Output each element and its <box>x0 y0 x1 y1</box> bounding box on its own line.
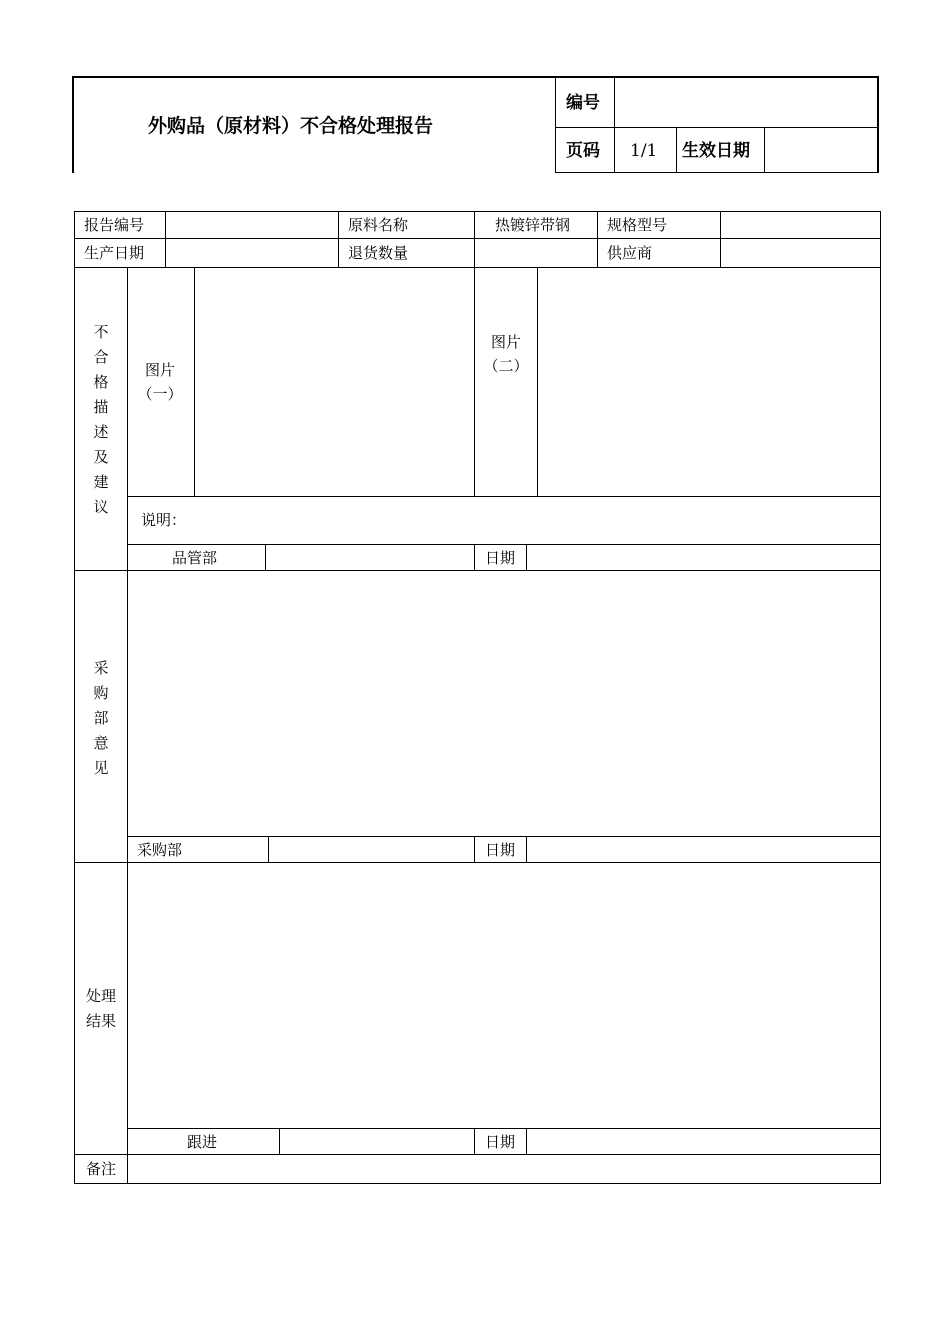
picture1-label <box>130 358 190 406</box>
picture2-title: 图片 <box>490 333 521 351</box>
follow-up-field[interactable] <box>284 1133 470 1153</box>
production-date-field[interactable] <box>170 244 333 264</box>
picture1-title: 图片 <box>144 361 175 379</box>
purchasing-opinion-field[interactable] <box>130 574 876 832</box>
qc-dept-label: 品管部 <box>172 549 218 567</box>
result-section-label: 处理结果 <box>85 987 116 1030</box>
supplier-field[interactable] <box>725 244 875 264</box>
purchasing-date-field[interactable] <box>531 841 875 861</box>
result-date-field[interactable] <box>531 1133 875 1153</box>
remarks-field[interactable] <box>133 1160 875 1180</box>
material-name-field[interactable]: 热镀锌带钢 <box>495 216 571 234</box>
picture1-area[interactable] <box>195 268 474 496</box>
explanation-label: 说明： <box>141 511 187 529</box>
follow-up-label: 跟进 <box>187 1133 218 1151</box>
spec-label: 规格型号 <box>607 216 668 234</box>
picture2-area[interactable] <box>538 268 880 496</box>
nonconformity-section-label: 不合格描述及建议 <box>93 323 109 516</box>
qc-dept-field[interactable] <box>270 549 470 569</box>
result-field[interactable] <box>130 866 876 1124</box>
purchasing-dept-label: 采购部 <box>137 841 183 859</box>
picture2-index: （二） <box>483 357 529 375</box>
return-qty-label: 退货数量 <box>348 244 409 262</box>
result-date-label: 日期 <box>485 1133 516 1151</box>
supplier-label: 供应商 <box>607 244 653 262</box>
explanation-field[interactable] <box>190 500 875 540</box>
material-name-label: 原料名称 <box>348 216 409 234</box>
spec-field[interactable] <box>725 216 875 236</box>
effective-date-value[interactable] <box>770 142 870 162</box>
remarks-label: 备注 <box>86 1160 117 1178</box>
purchasing-date-label: 日期 <box>485 841 516 859</box>
page-label: 页码 <box>566 141 600 161</box>
picture1-index: （一） <box>137 385 183 403</box>
report-no-label: 报告编号 <box>84 216 145 234</box>
effective-date-label: 生效日期 <box>682 141 750 161</box>
qc-date-field[interactable] <box>531 549 875 569</box>
number-value[interactable] <box>620 94 870 114</box>
number-label: 编号 <box>566 93 600 113</box>
picture2-label <box>476 330 536 378</box>
production-date-label: 生产日期 <box>84 244 145 262</box>
return-qty-field[interactable] <box>480 244 592 264</box>
document-title: 外购品（原材料）不合格处理报告 <box>148 115 434 137</box>
purchasing-section-label: 采购部意见 <box>93 659 109 777</box>
page-value: 1/1 <box>630 141 658 161</box>
purchasing-dept-field[interactable] <box>273 841 470 861</box>
report-no-field[interactable] <box>170 216 333 236</box>
qc-date-label: 日期 <box>485 549 516 567</box>
